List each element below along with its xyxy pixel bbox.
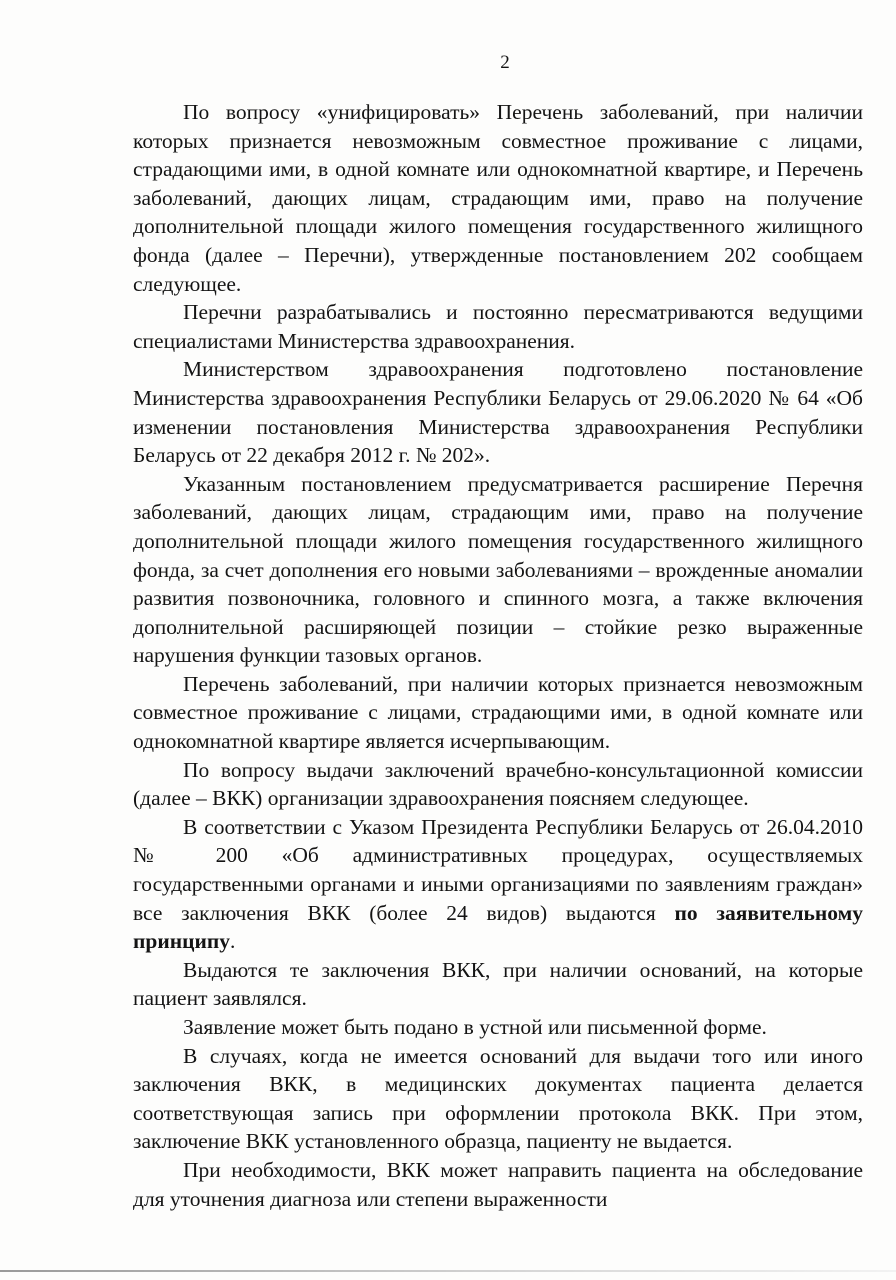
paragraph-referral: При необходимости, ВКК может направить пациента на обследование для уточнения диагноза или степени выраженности <box>133 1157 863 1211</box>
paragraph-no-grounds: В случаях, когда не имеется оснований для выдачи того или иного заключения ВКК, в медицинских документах пациента делается соответствующая запись при оформлении протокола ВКК. При этом, заключение ВКК установленного образца, пациенту не выдается. <box>133 1043 863 1154</box>
paragraph-unify-lists: По вопросу «унифицировать» Перечень заболеваний, при наличии которых признается невозможным совместное проживание с лицами, страдающими ими, в одной комнате или однокомнатной квартире, и Перечень заболеваний, дающих лицам, страдающим ими, право на получение дополнительной площади жилого помещения государственного жилищного фонда (далее – Перечни), утвержденные постановлением 202 сообщаем следующее. <box>133 100 863 296</box>
paragraph-list-extension: Указанным постановлением предусматривается расширение Перечня заболеваний, дающих лицам, страдающим ими, право на получение дополнительной площади жилого помещения государственного жилищного фонда, за счет дополнения его новыми заболеваниями – врожденные аномалии развития позвоночника, головного и спинного мозга, а также включения дополнительной расширяющей позиции – стойкие резко выраженные нарушения функции тазовых органов. <box>133 471 863 668</box>
decree-bold-principle: по заявительному принципу <box>133 900 863 954</box>
paragraph-lists-review: Перечни разрабатывались и постоянно пересматриваются ведущими специалистами Министерства здравоохранения. <box>133 300 863 353</box>
paragraph-presidential-decree <box>133 813 863 956</box>
paragraph-application-form: Заявление может быть подано в устной или письменной форме. <box>183 1015 767 1039</box>
paragraph-ministry-resolution: Министерством здравоохранения подготовлено постановление Министерства здравоохранения Республики Беларусь от 29.06.2020 № 64 «Об изменении постановления Министерства здравоохранения Республики Беларусь от 22 декабря 2012 г. № 202». <box>133 357 863 468</box>
scan-bottom-edge <box>0 1270 896 1272</box>
page-number: 2 <box>500 52 510 73</box>
decree-text: В соответствии с Указом Президента Республики Беларусь от 26.04.2010 № 200 «Об административных процедурах, осуществляемых государственными органами и иными организациями по заявлениям граждан» все заключения ВКК (более 24 видов) выдаются <box>133 814 863 925</box>
decree-end: . <box>230 929 236 954</box>
paragraph-exhaustive-list: Перечень заболеваний, при наличии которых признается невозможным совместное проживание с лицами, страдающими ими, в одной комнате или однокомнатной квартире является исчерпывающим. <box>133 671 863 754</box>
paragraph-issued-conclusions: Выдаются те заключения ВКК, при наличии оснований, на которые пациент заявлялся. <box>133 957 863 1011</box>
paragraph-vkk-question: По вопросу выдачи заключений врачебно-консультационной комиссии (далее – ВКК) организации здравоохранения поясняем следующее. <box>133 757 863 811</box>
document-body <box>133 98 863 1213</box>
